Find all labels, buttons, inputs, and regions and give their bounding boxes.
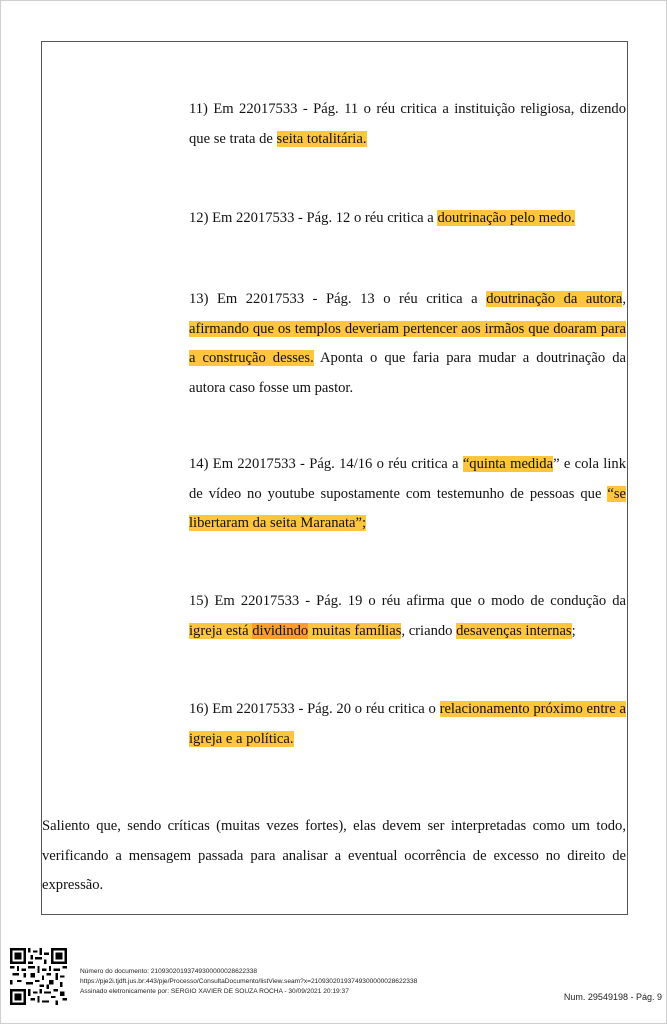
item-15-highlight-strong: dividindo	[252, 622, 309, 639]
item-11-highlight: seita totalitária.	[276, 130, 367, 147]
document-number: Número do documento: 21093020193749300000028622338	[80, 968, 258, 975]
item-13-comma: ,	[622, 291, 627, 307]
item-15-text-3: ;	[571, 622, 576, 639]
document-metadata	[80, 967, 417, 997]
item-14	[189, 450, 626, 539]
item-12	[189, 204, 626, 234]
item-13-highlight-2: afirmando que os templos deveriam pertencer aos irmãos que doaram para a construção desses.	[189, 320, 626, 366]
item-15-highlight-2: muitas famílias	[308, 622, 402, 639]
item-14-text-2: ” e cola link de vídeo no youtube supostamente com testemunho de pessoas que	[189, 456, 626, 502]
item-15-highlight-1: igreja está	[189, 622, 253, 639]
item-15	[189, 587, 626, 646]
item-15-text-2: , criando	[401, 622, 457, 639]
item-11-text: 11) Em 22017533 - Pág. 11 o réu critica a instituição religiosa, dizendo que se trata de	[189, 101, 626, 147]
item-12-highlight: doutrinação pelo medo.	[437, 210, 575, 226]
item-15-highlight-3: desavenças internas	[456, 622, 572, 639]
item-15-text: 15) Em 22017533 - Pág. 19 o réu afirma que o modo de condução da	[189, 593, 626, 609]
item-16-highlight: relacionamento próximo entre a igreja e a política.	[189, 701, 626, 747]
page-number: Num. 29549198 - Pág. 9	[563, 992, 662, 1002]
item-14-highlight-1: “quinta medida	[462, 456, 554, 472]
item-16-text: 16) Em 22017533 - Pág. 20 o réu critica o	[189, 701, 440, 717]
qr-code-icon	[10, 948, 67, 1005]
item-14-text: 14) Em 22017533 - Pág. 14/16 o réu critica a	[189, 456, 463, 472]
item-16	[189, 695, 626, 754]
item-14-highlight-2: “se libertaram da seita Maranata”;	[189, 485, 626, 531]
signature-line: Assinado eletronicamente por: SERGIO XAVIER DE SOUZA ROCHA - 30/09/2021 20:19:37	[80, 988, 349, 995]
item-13	[189, 285, 626, 403]
closing-paragraph: Saliento que, sendo críticas (muitas vezes fortes), elas devem ser interpretadas como um todo, verificando a mensagem passada para analisar a eventual ocorrência de excesso no direito de expressão.	[42, 818, 626, 893]
item-13-text: 13) Em 22017533 - Pág. 13 o réu critica a	[189, 291, 487, 307]
item-12-text: 12) Em 22017533 - Pág. 12 o réu critica a	[189, 210, 438, 226]
document-url: https://pje2i.tjdft.jus.br:443/pje/Processo/ConsultaDocumento/listView.seam?x=21093020193749300000028622338	[80, 978, 418, 985]
item-13-text-2: Aponta o que faria para mudar a doutrinação da autora caso fosse um pastor.	[189, 350, 626, 396]
item-13-highlight-1: doutrinação da autora	[486, 291, 623, 307]
item-11	[189, 95, 626, 154]
